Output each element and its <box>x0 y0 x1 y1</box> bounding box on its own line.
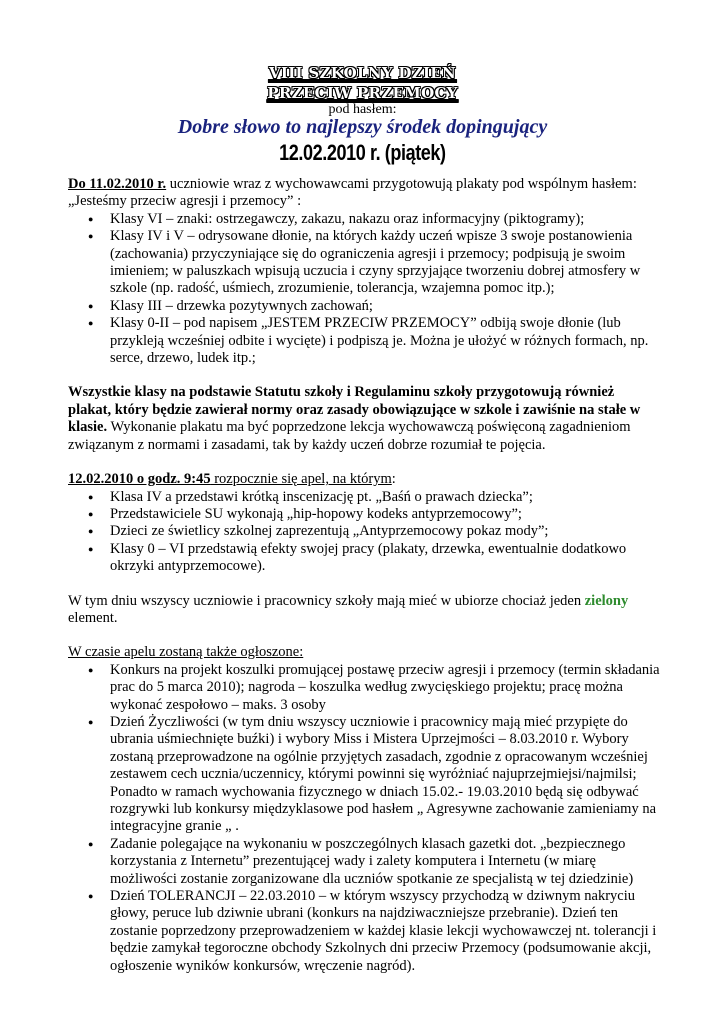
deadline: Do 11.02.2010 r. <box>68 176 167 192</box>
section2-rest: Wykonanie plakatu ma być poprzedzone lekcja wychowawczą poświęconą zagadnieniom związanym z normami i zasadami, tak by każdy uczeń dobrze rozumiał te pojęcia. <box>68 419 631 453</box>
list-item: ● Konkurs na projekt koszulki promującej postawę przeciw agresji i przemocy (termin składania prac do 5 marca 2010); nagroda – koszulka według zwycięskiego projektu; pracę można wykonać zespołowo – maks. 3 osoby <box>68 662 660 714</box>
title-line-1: VIII SZKOLNY DZIEŃ <box>268 64 457 82</box>
section1-intro <box>68 176 660 211</box>
section1-intro-text: uczniowie wraz z wychowawcami przygotowują plakaty pod wspólnym hasłem: „Jesteśmy przeciw agresji i przemocy” : <box>68 176 637 210</box>
section3-colon: : <box>391 471 396 488</box>
list-item: ● Przedstawiciele SU wykonają „hip-hopowy kodeks antyprzemocowy”; <box>68 506 660 523</box>
section3-intro <box>68 471 660 488</box>
slogan: Dobre słowo to najlepszy środek dopingujący <box>177 116 548 138</box>
list-item: ● Dzień TOLERANCJI – 22.03.2010 – w którym wszyscy przychodzą w dziwnym nakryciu głowy, peruce lub dziwnie ubrani (konkurs na najdziwaczniejsze przebranie). Dzień ten zostanie poprzedzony przeprowadzeniem w każdej klasie lekcji wychowawczej nt. tolerancji i będzie zamykał tegoroczne obchody Szkolnych dni przeciw Przemocy (podsumowanie akcji, ogłoszenie wyników konkursów, wręczenie nagród). <box>68 888 660 975</box>
section1-list <box>68 211 660 368</box>
list-item: ● Klasy 0 – VI przedstawią efekty swojej pracy (plakaty, drzewka, ewentualnie dodatkowo okrzyki antyprzemocowe). <box>68 541 660 576</box>
subtitle: pod hasłem: <box>328 102 397 117</box>
list-item: ● Klasa IV a przedstawi krótką inscenizację pt. „Baśń o prawach dziecka”; <box>68 489 660 506</box>
section4-text-after: element. <box>68 609 118 626</box>
section4-paragraph <box>68 593 660 628</box>
list-item: ● Klasy VI – znaki: ostrzegawczy, zakazu, nakazu oraz informacyjny (piktogramy); <box>68 211 660 228</box>
list-item: ● Dzieci ze świetlicy szkolnej zaprezentują „Antyprzemocowy pokaz mody”; <box>68 523 660 540</box>
section2-bold: Wszystkie klasy na podstawie Statutu szkoły i Regulaminu szkoły przygotowują również plakat, który będzie zawierał normy oraz zasady obowiązujące w szkole i zawiśnie na stałe w klasie. <box>68 384 641 436</box>
list-item: ● Klasy III – drzewka pozytywnych zachowań; <box>68 298 660 315</box>
assembly-time: 12.02.2010 o godz. 9:45 <box>68 471 211 488</box>
list-item: ● Klasy 0-II – pod napisem „JESTEM PRZECIW PRZEMOCY” odbiją swoje dłonie (lub przykleją wcześniej odbite i wycięte) i podpiszą je. Można je ułożyć w różnych formach, np. serce, drzewo, ludek itp.; <box>68 315 660 367</box>
title-line-2: PRZECIW PRZEMOCY <box>267 84 458 102</box>
section3-intro-text: rozpocznie się apel, na którym <box>210 471 392 488</box>
document-body <box>68 176 660 975</box>
section5-list <box>68 662 660 975</box>
section5-heading: W czasie apelu zostaną także ogłoszone: <box>68 644 304 661</box>
list-item: ● Dzień Życzliwości (w tym dniu wszyscy uczniowie i pracownicy mają mieć przypięte do ubrania uśmiechnięte buźki) i wybory Miss i Mistera Uprzejmości – 8.03.2010 r. Wybory zostaną przeprowadzone na ogólnie przyjętych zasadach, zgodnie z opracowanym wcześniej zestawem cech ucznia/uczennicy, którymi powinni się wyróżniać najuprzejmiejsi/najmilsi; Ponadto w ramach wychowania fizycznego w dniach 15.02.- 19.03.2010 będą się odbywać rozgrywki lub konkursy międzyklasowe pod hasłem „ Agresywne zachowanie zamieniamy na integracyjne granie „ . <box>68 714 660 836</box>
section4-text-before: W tym dniu wszyscy uczniowie i pracownicy szkoły mają mieć w ubiorze chociaż jeden <box>68 592 585 609</box>
list-item: ● Klasy IV i V – odrysowane dłonie, na których każdy uczeń wpisze 3 swoje postanowienia (zachowania) przyczyniające się do ograniczenia agresji i przemocy; podpisują je swoim imieniem; w paluszkach wpisują uczucia i czyny sprzyjające tworzeniu dobrej atmosfery w szkole (np. radość, uśmiech, zrozumienie, tolerancja, wzajemna pomoc itp.); <box>68 228 660 298</box>
section2-paragraph <box>68 384 660 454</box>
event-date: 12.02.2010 r. (piątek) <box>279 140 446 165</box>
section3-list <box>68 489 660 576</box>
green-word: zielony <box>584 592 629 609</box>
list-item: ● Zadanie polegające na wykonaniu w poszczególnych klasach gazetki dot. „bezpiecznego korzystania z Internetu” prezentującej wady i zalety komputera i Internetu (w miarę możliwości zostanie zorganizowane dla uczniów spotkanie ze specjalistą w tej dziedzinie) <box>68 836 660 888</box>
